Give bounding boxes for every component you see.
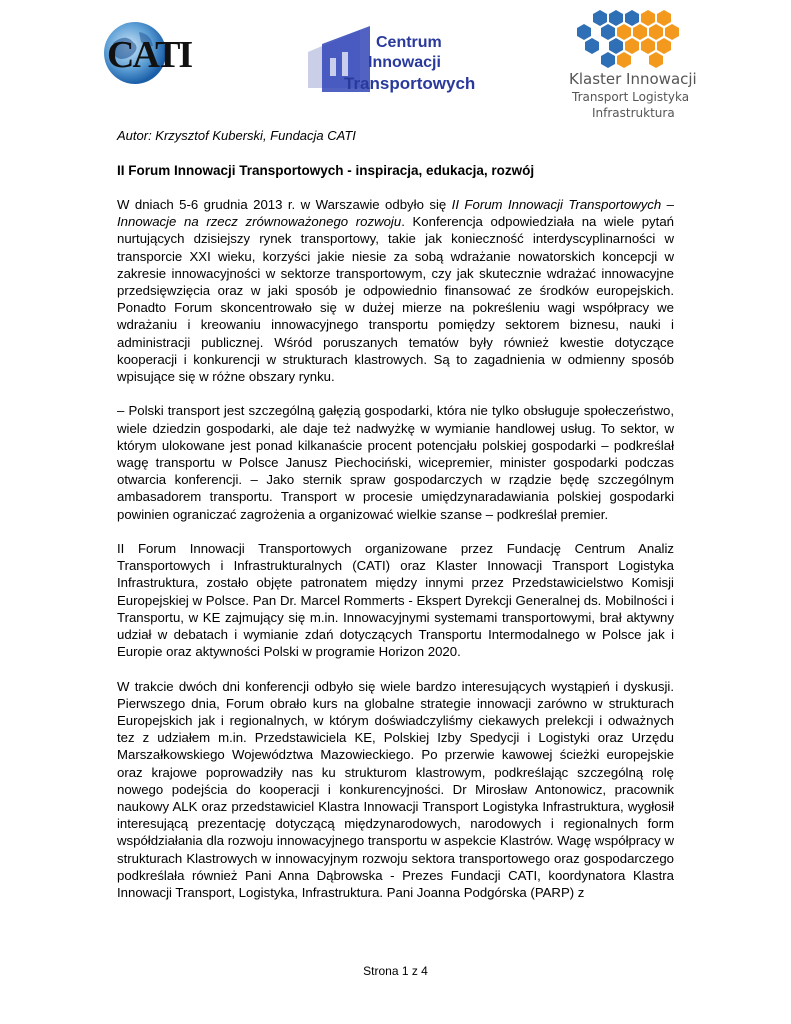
author-line: Autor: Krzysztof Kuberski, Fundacja CATI [117,128,356,143]
cit-logo-line3: Transportowych [344,74,476,93]
article-title: II Forum Innowacji Transportowych - inspiracja, edukacja, rozwój [117,163,535,178]
paragraph-1 [117,196,674,385]
event-name: II Forum Innowacji Transportowych – Innowacje na rzecz zrównoważonego rozwoju [117,197,674,230]
cit-logo-line1: Centrum [376,34,442,51]
paragraph-4: W trakcie dwóch dni konferencji odbyło się wiele bardzo interesujących wystąpień i dyskusji. Pierwszego dnia, Forum obrało kurs na globalne strategie innowacji zarówno w strukturach Europejskich jak i regionalnych, w którym doświadczyliśmy ciekawych prelekcji i odważnych tez z udziałem m.in. Przedstawiciela KE, Polskiej Izby Spedycji i Logistyki oraz Urzędu Marszałkowskiego Województwa Mazowieckiego. Po przerwie kawowej ścieżki europejskie oraz krajowe poprowadziły nas ku strukturom klastrowym, podkreślając szczególną rolę nowego podejścia do kooperacji i konkurencyjności. Dr Mirosław Antonowicz, pracownik naukowy ALK oraz przedstawiciel Klastra Innowacji Transport Logistyka Infrastruktura, wygłosił interesującą prezentację dotyczącą międzynarodowych, narodowych i regionalnych form współdziałania dla rozwoju innowacyjnego transportu w aspekcie Klastrów. Wagę współpracy w strukturach Klastrowych w innowacyjnym rozwoju sektora transportowego oraz gospodarczego podkreślała również Pani Anna Dąbrowska - Prezes Fundacji CATI, koordynatora Klastra Innowacji Transport, Logistyka, Infrastruktura. Pani Joanna Podgórska (PARP) z [117,678,674,901]
paragraph-1-intro: W dniach 5-6 grudnia 2013 r. w Warszawie odbyło się [117,197,452,212]
article-body [117,196,674,918]
paragraph-1-rest: . Konferencja odpowiedziała na wiele pytań nurtujących dzisiejszy rynek transportowy, takie jak konieczność interdyscyplinarności w transporcie XXI wieku, korzyści jakie niesie za sobą wdrażanie nowatorskich koncepcji w zakresie innowacyjności w sektorze transportowym, czy jak skutecznie wdrażać innowacyjne przedsięwzięcia oraz w jaki sposób je odpowiednio finansować ze środków europejskich. Ponadto Forum skoncentrowało się w dużej mierze na pokreśleniu wagi współpracy we wdrażaniu i kreowaniu innowacyjnego transportu pomiędzy sektorem biznesu, nauki i administracji publicznej. Wśród poruszanych tematów były również kwestie dotyczące kooperacji i konkurencji w strukturach klastrowych. Są to zagadnienia w odmienny sposób wpisujące się w różne obszary rynku. [117,214,674,385]
klaster-logo-line1: Klaster Innowacji [569,70,697,88]
page-number: Strona 1 z 4 [363,964,428,978]
cit-logo [300,22,480,94]
paragraph-2: – Polski transport jest szczególną gałęzią gospodarki, która nie tylko obsługuje społeczeństwo, wiele dziedzin gospodarki, ale daje też nadwyżkę w wymianie handlowej usług. To sektor, w którym ulokowane jest ponad kilkanaście procent potencjału polskiej gospodarki – podkreślał wagę transportu w Polsce Janusz Piechociński, wicepremier, minister gospodarki podczas otwarcia konferencji. – Jako sternik spraw gospodarczych w rządzie będę szczególnym ambasadorem transportu. Transport w procesie umiędzynaradawiania polskiej gospodarki powinien ograniczać zagrożenia a organizować wielkie szanse – podkreślał premier. [117,403,674,522]
cit-logo-line2: Innowacji [368,54,441,71]
klaster-logo-line3: Infrastruktura [592,106,675,120]
cati-logo-text: CATI [107,34,192,76]
header-logos [0,0,791,130]
cati-logo [103,18,213,88]
hexagon-cluster-icon [577,10,679,68]
klaster-logo [566,8,701,122]
paragraph-3: II Forum Innowacji Transportowych organizowane przez Fundację Centrum Analiz Transportowych i Infrastrukturalnych (CATI) oraz Klaster Innowacji Transport Logistyka Infrastruktura, zostało objęte patronatem między innymi przez Przedstawicielstwo Komisji Europejskiej w Polsce. Pan Dr. Marcel Rommerts - Ekspert Dyrekcji Generalnej ds. Mobilności i Transportu, w KE zajmujący się m.in. Innowacyjnymi systemami transportowymi, brał aktywny udział w debatach i wymianie zdań dotyczących Transportu Intermodalnego w Polsce jak i Europie oraz aktywności Polski w programie Horizon 2020. [117,541,674,660]
klaster-logo-line2: Transport Logistyka [572,90,690,104]
